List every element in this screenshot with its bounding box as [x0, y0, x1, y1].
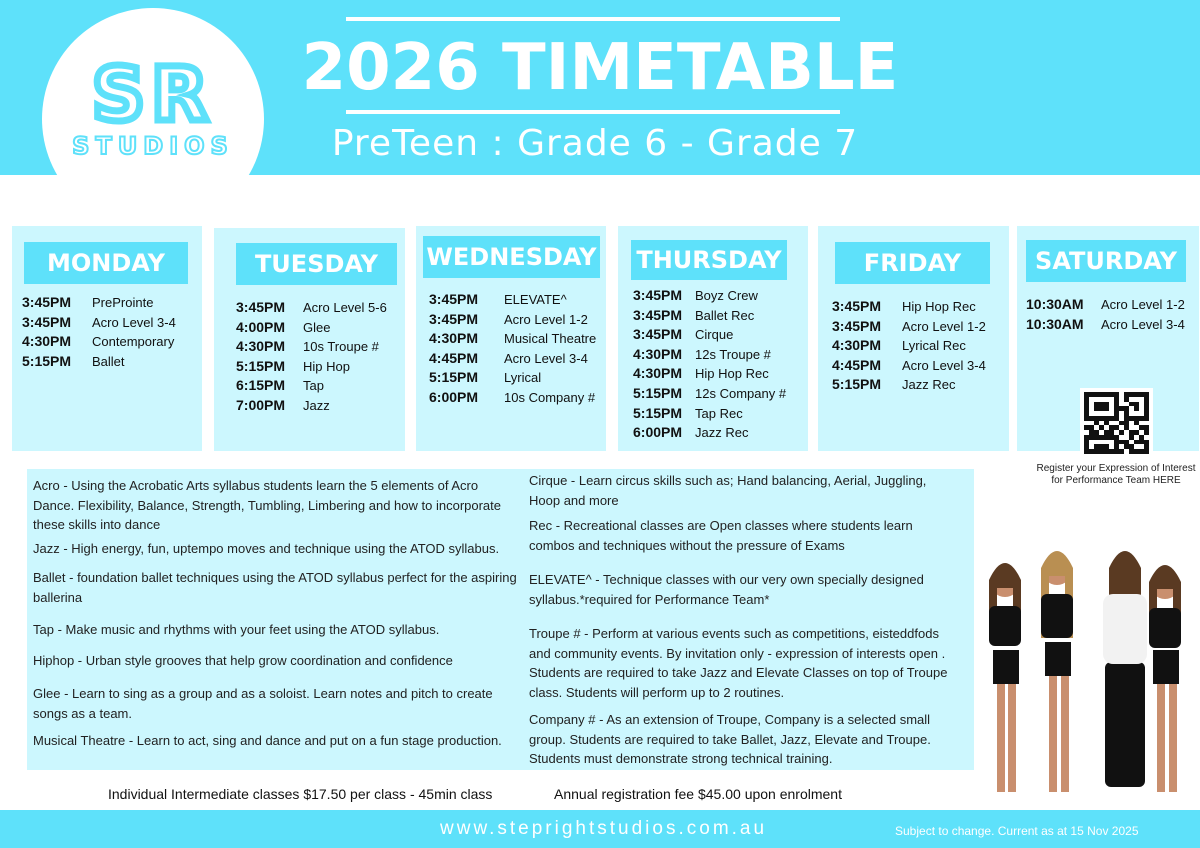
description-right: ELEVATE^ - Technique classes with our very own specially designed syllabus.*required for Performance Team* [529, 572, 924, 607]
dancers-illustration [975, 522, 1197, 812]
description-left: Jazz - High energy, fun, uptempo moves and technique using the ATOD syllabus. [33, 541, 500, 556]
class-time: 6:00PM [633, 424, 683, 441]
class-name: Musical Theatre [504, 331, 597, 347]
class-time: 3:45PM [633, 287, 683, 303]
class-time: 3:45PM [832, 317, 882, 334]
qr-caption: Register your Expression of Interest for Performance Team HERE [1036, 463, 1196, 486]
class-slot [429, 368, 605, 388]
class-time: 4:30PM [22, 333, 72, 350]
class-slot [429, 310, 605, 330]
class-fee-note: Individual Intermediate classes $17.50 per class - 45min class [108, 786, 493, 802]
class-slot [633, 345, 809, 365]
class-slot [429, 290, 605, 310]
class-time: 5:15PM [236, 357, 286, 374]
class-name: Ballet Rec [695, 307, 755, 323]
description-right: Cirque - Learn circus skills such as; Hand balancing, Aerial, Juggling, Hoop and more [529, 473, 927, 508]
class-name: Jazz Rec [902, 377, 956, 393]
class-time: 4:30PM [832, 337, 882, 354]
description-left: Glee - Learn to sing as a group and as a soloist. Learn notes and pitch to create songs as a team. [33, 686, 493, 721]
class-slot [633, 423, 809, 443]
class-name: Contemporary [92, 334, 175, 350]
studio-logo [42, 8, 264, 230]
class-slot [633, 286, 809, 306]
class-time: 3:45PM [633, 326, 683, 343]
class-time: 3:45PM [236, 299, 286, 315]
description-left: Tap - Make music and rhythms with your feet using the ATOD syllabus. [33, 622, 440, 637]
class-time: 3:45PM [832, 298, 882, 314]
class-slot [22, 293, 198, 313]
class-name: Hip Hop [303, 358, 350, 374]
description-right: Troupe # - Perform at various events such as competitions, eisteddfods and community events. By invitation only - expression of interests open . Students are required to take Jazz and Elevate Classes on top of Troupe class. Students will perform up to 2 routines. [529, 626, 948, 700]
class-time: 3:45PM [429, 310, 479, 327]
class-time: 5:15PM [832, 376, 882, 393]
description-left: Ballet - foundation ballet techniques using the ATOD syllabus perfect for the aspiring ballerina [33, 570, 517, 605]
class-slot [22, 352, 198, 372]
class-time: 5:15PM [22, 352, 72, 369]
class-time: 5:15PM [429, 369, 479, 386]
class-time: 4:45PM [429, 349, 479, 366]
class-slot [633, 384, 809, 404]
qr-code-icon[interactable] [1080, 388, 1153, 458]
class-name: 10s Company # [504, 389, 596, 405]
class-name: Ballet [92, 353, 125, 369]
class-slot [236, 396, 413, 416]
class-list-monday [22, 293, 198, 371]
description-right: Rec - Recreational classes are Open classes where students learn combos and techniques without the pressure of Exams [529, 518, 913, 553]
class-time: 6:15PM [236, 377, 286, 394]
dancers-photo [975, 522, 1197, 812]
class-time: 4:30PM [236, 338, 286, 355]
class-time: 4:30PM [429, 330, 479, 347]
class-slot [832, 375, 1009, 395]
class-time: 3:45PM [429, 291, 479, 307]
class-slot [1026, 315, 1194, 335]
class-name: Acro Level 5-6 [303, 300, 387, 315]
description-left: Acro - Using the Acrobatic Arts syllabus students learn the 5 elements of Acro Dance. Flexibility, Balance, Strength, Tumbling, Limbering and how to incorporate these skills into dance [33, 478, 502, 532]
title-rule-bottom [346, 110, 840, 114]
class-slot [236, 337, 413, 357]
class-name: Lyrical [504, 370, 542, 386]
class-time: 3:45PM [633, 306, 683, 323]
class-time: 3:45PM [22, 313, 72, 330]
class-time: 5:15PM [633, 384, 683, 401]
class-name: ELEVATE^ [504, 292, 567, 307]
class-list-friday [832, 297, 1009, 395]
class-time: 4:45PM [832, 356, 882, 373]
class-name: Boyz Crew [695, 288, 758, 303]
day-heading-monday: MONDAY [24, 242, 188, 284]
class-list-saturday [1026, 295, 1194, 334]
class-name: 12s Troupe # [695, 346, 771, 362]
class-slot [429, 388, 605, 408]
class-slot [236, 357, 413, 377]
registration-fee-note: Annual registration fee $45.00 upon enrolment [554, 786, 842, 802]
class-slot [633, 306, 809, 326]
class-time: 3:45PM [22, 294, 72, 310]
class-time: 10:30AM [1026, 315, 1084, 332]
class-slot [22, 313, 198, 333]
class-slot [236, 298, 413, 318]
class-time: 10:30AM [1026, 296, 1084, 312]
class-name: Acro Level 3-4 [1101, 316, 1185, 332]
class-name: Tap [303, 378, 324, 394]
class-slot [22, 332, 198, 352]
class-list-tuesday [236, 298, 413, 416]
currency-note: Subject to change. Current as at 15 Nov 2025 [895, 824, 1139, 838]
class-time: 6:00PM [429, 388, 479, 405]
class-name: Acro Level 3-4 [504, 350, 588, 366]
page-title: 2026 TIMETABLE [301, 31, 899, 105]
class-slot [429, 329, 605, 349]
class-name: Glee [303, 319, 331, 335]
title-rule-top [346, 17, 840, 21]
class-time: 4:30PM [633, 345, 683, 362]
class-name: Cirque [695, 327, 734, 343]
class-name: 10s Troupe # [303, 339, 379, 355]
class-name: Acro Level 3-4 [92, 314, 176, 330]
class-name: Tap Rec [695, 405, 743, 421]
class-name: 12s Company # [695, 385, 787, 401]
page-subtitle: PreTeen : Grade 6 - Grade 7 [331, 123, 859, 164]
class-name: Hip Hop Rec [902, 299, 976, 314]
class-slot [429, 349, 605, 369]
class-name: Hip Hop Rec [695, 366, 769, 382]
class-slot [832, 336, 1009, 356]
class-list-thursday [633, 286, 809, 443]
day-heading-tuesday: TUESDAY [236, 243, 397, 285]
website-link[interactable]: www.steprightstudios.com.au [440, 818, 768, 839]
logo-word: STUDIOS [72, 132, 234, 160]
class-time: 7:00PM [236, 396, 286, 413]
class-time: 5:15PM [633, 404, 683, 421]
class-name: Lyrical Rec [902, 338, 966, 354]
class-name: PreProinte [92, 295, 154, 310]
class-slot [633, 404, 809, 424]
class-slot [832, 317, 1009, 337]
class-name: Acro Level 3-4 [902, 357, 986, 373]
class-name: Acro Level 1-2 [902, 318, 986, 334]
class-list-wednesday [429, 290, 605, 408]
class-time: 4:30PM [633, 365, 683, 382]
class-slot [633, 325, 809, 345]
class-slot [1026, 295, 1194, 315]
day-heading-saturday: SATURDAY [1026, 240, 1186, 282]
day-heading-wednesday: WEDNESDAY [423, 236, 600, 278]
class-slot [236, 376, 413, 396]
class-slot [633, 364, 809, 384]
class-time: 4:00PM [236, 318, 286, 335]
class-name: Acro Level 1-2 [504, 311, 588, 327]
description-left: Hiphop - Urban style grooves that help grow coordination and confidence [33, 653, 453, 668]
class-name: Jazz Rec [695, 425, 749, 441]
class-name: Acro Level 1-2 [1101, 297, 1185, 312]
class-slot [236, 318, 413, 338]
description-left: Musical Theatre - Learn to act, sing and dance and put on a fun stage production. [33, 733, 502, 748]
description-right: Company # - As an extension of Troupe, Company is a selected small group. Students are required to take Ballet, Jazz, Elevate and Troupe. Students must demonstrate strong technical training. [529, 712, 931, 766]
day-heading-thursday: THURSDAY [631, 240, 787, 280]
class-slot [832, 356, 1009, 376]
day-heading-friday: FRIDAY [835, 242, 990, 284]
class-name: Jazz [303, 397, 330, 413]
class-slot [832, 297, 1009, 317]
logo-letters: SR [91, 52, 215, 138]
